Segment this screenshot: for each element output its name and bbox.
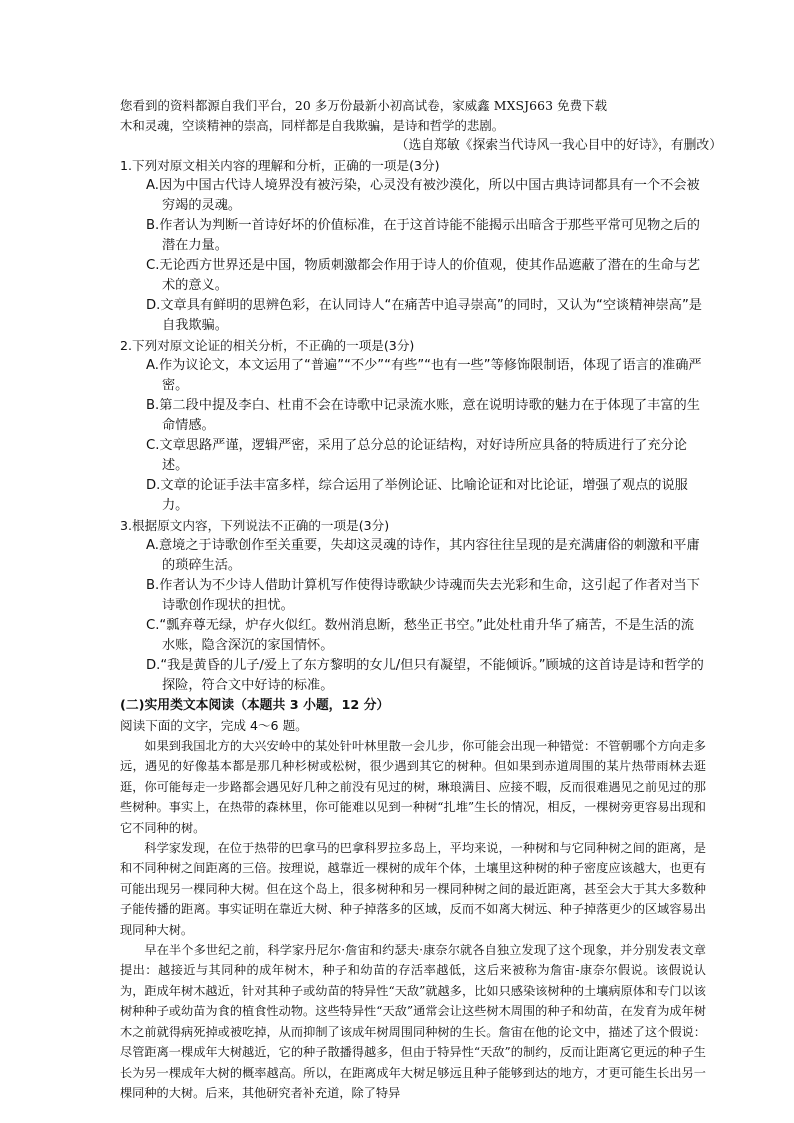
question-2 xyxy=(120,336,706,516)
option-a: A.意境之于诗歌创作至关重要，失却这灵魂的诗作，其内容往往呈现的是充满庸俗的刺激和平庸的琐碎生活。 xyxy=(146,538,700,573)
question-3 xyxy=(120,516,706,696)
option-c: C.“瓢弃尊无绿，炉存火似红。数州消息断，愁坐正书空。”此处杜甫升华了痛苦，不是生活的流水账，隐含深沉的家国情怀。 xyxy=(146,618,694,653)
option-d: D.文章具有鲜明的思辨色彩，在认同诗人“在痛苦中追寻崇高”的同时，又认为“空谈精神崇高”是自我欺骗。 xyxy=(146,298,702,333)
header-line-2: 木和灵魂，空谈精神的崇高，同样都是自我欺骗，是诗和哲学的悲剧。 xyxy=(120,118,505,133)
passage-paragraph-1: 如果到我国北方的大兴安岭中的某处针叶林里散一会儿步，你可能会出现一种错觉：不管朝哪个方向走多远，遇见的好像基本都是那几种杉树或松树，很少遇到其它的树种。但如果到赤道周围的某片热带雨林去逛逛，你可能每走一步路都会遇见好几种之前没有见过的树，琳琅满目、应接不暇，反而很难遇见之前见过的那些树种。事实上，在热带的森林里，你可能难以见到一种树“扎堆”生长的情况，相反，一棵树旁更容易出现和它不同种的树。 xyxy=(120,739,706,835)
option-a: A.作为议论文，本文运用了“普遍”“不少”“有些”“也有一些”等修饰限制语，体现了语言的准确严密。 xyxy=(146,358,702,393)
option-c: C.无论西方世界还是中国，物质刺激都会作用于诗人的价值观，使其作品遮蔽了潜在的生命与艺术的意义。 xyxy=(146,258,701,293)
option-b: B.作者认为不少诗人借助计算机写作使得诗歌缺少诗魂而失去光彩和生命，这引起了作者对当下诗歌创作现状的担忧。 xyxy=(146,578,700,613)
option-d: D.“我是黄昏的儿子/爱上了东方黎明的女儿/但只有凝望，不能倾诉。”顾城的这首诗是诗和哲学的探险，符合文中好诗的标准。 xyxy=(146,658,704,693)
question-stem: 2.下列对原文论证的相关分析，不正确的一项是(3分) xyxy=(120,338,415,353)
option-a: A.因为中国古代诗人境界没有被污染，心灵没有被沙漠化，所以中国古典诗词都具有一个不会被穷竭的灵魂。 xyxy=(146,178,700,213)
option-c: C.文章思路严谨，逻辑严密，采用了总分总的论证结构，对好诗所应具备的特质进行了充分论述。 xyxy=(146,438,687,473)
section-instruction: 阅读下面的文字，完成 4～6 题。 xyxy=(120,718,308,733)
question-stem: 3.根据原文内容，下列说法不正确的一项是(3分) xyxy=(120,518,390,533)
source-citation: （选自郑敏《探索当代诗风一我心目中的好诗》，有删改） xyxy=(395,138,722,153)
question-1 xyxy=(120,156,706,336)
passage-paragraph-3: 早在半个多世纪之前，科学家丹尼尔·詹宙和约瑟夫·康奈尔就各自独立发现了这个现象，并分别发表文章提出：越接近与其同种的成年树木，种子和幼苗的存活率越低，这后来被称为詹宙-康奈尔假说。该假说认为，距成年树木越近，针对其种子或幼苗的特异性“天敌”就越多，比如只感染该树种的土壤病原体和专门以该树种种子或幼苗为食的植食性动物。这些特异性“天敌”通常会让这些树木周围的种子和幼苗，在发育为成年树木之前就得病死掉或被吃掉，从而抑制了该成年树周围同种树的生长。詹宙在他的论文中，描述了这个假说：尽管距离一棵成年大树越近，它的种子散播得越多，但由于特异性“天敌”的制约，反而让距离它更远的种子生长为另一棵成年大树的概率越高。所以，在距离成年大树足够远且种子能够到达的地方，才更可能生长出另一棵同种的大树。后来，其他研究者补充道，除了特异 xyxy=(120,943,706,1100)
header-line-1: 您看到的资料都源自我们平台，20 多万份最新小初高试卷，家威鑫 MXSJ663 免费下载 xyxy=(120,98,608,113)
option-b: B.作者认为判断一首诗好坏的价值标准，在于这首诗能不能揭示出暗含于那些平常可见物之后的潜在力量。 xyxy=(146,218,700,253)
section-title: (二)实用类文本阅读（本题共 3 小题，12 分） xyxy=(120,698,390,713)
option-b: B.第二段中提及李白、杜甫不会在诗歌中记录流水账，意在说明诗歌的魅力在于体现了丰富的生命情感。 xyxy=(146,398,700,433)
passage-paragraph-2: 科学家发现，在位于热带的巴拿马的巴拿科罗拉多岛上，平均来说，一种树和与它同种树之间的距离，是和不同种树之间距离的三倍。按理说，越靠近一棵树的成年个体，土壤里这种树的种子密度应该越大，也更有可能出现另一棵同种大树。但在这个岛上，很多树种和另一棵同种树之间的最近距离，甚至会大于其大多数种子能传播的距离。事实证明在靠近大树、种子掉落多的区域，反而不如离大树远、种子掉落更少的区域容易出现同种大树。 xyxy=(120,841,706,937)
question-stem: 1.下列对原文相关内容的理解和分析，正确的一项是(3分) xyxy=(120,158,440,173)
option-d: D.文章的论证手法丰富多样，综合运用了举例论证、比喻论证和对比论证，增强了观点的说服力。 xyxy=(146,478,688,513)
